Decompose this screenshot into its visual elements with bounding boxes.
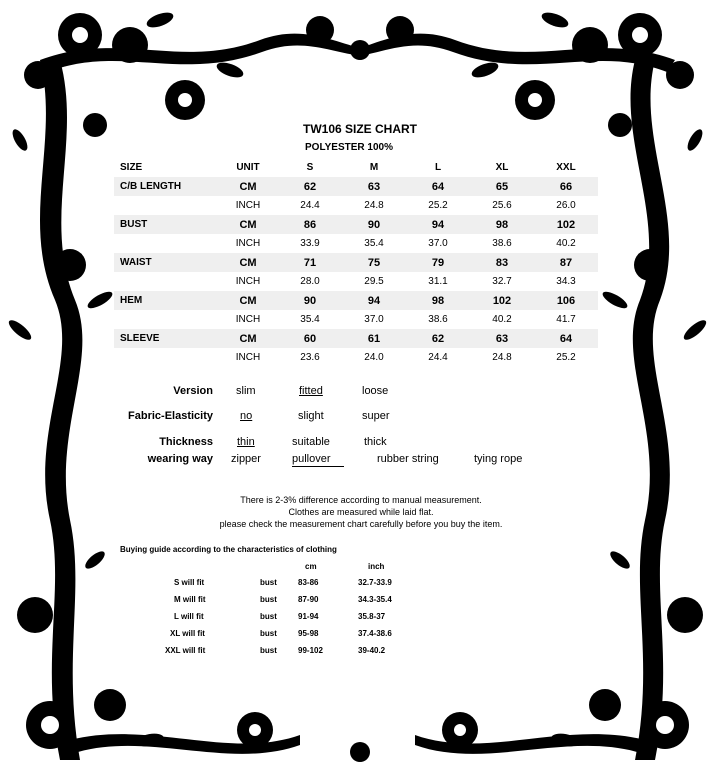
buying-guide-part: bust — [260, 646, 277, 655]
value-cell: 24.0 — [364, 352, 384, 363]
size-row — [114, 291, 598, 310]
measurement-label — [114, 272, 218, 291]
thickness-choice-thin: thin — [237, 436, 255, 448]
unit-cell: INCH — [235, 238, 261, 249]
value-cell: 25.2 — [556, 352, 576, 363]
value-cell: 94 — [342, 291, 406, 310]
thickness-choice-thick: thick — [364, 436, 387, 448]
size-row — [114, 196, 598, 215]
buying-guide-cm: 87-90 — [298, 595, 319, 604]
measurement-label — [114, 234, 218, 253]
buying-guide-inch: 35.8-37 — [358, 612, 386, 621]
buying-guide-inch: 34.3-35.4 — [358, 595, 392, 604]
size-row — [114, 177, 598, 196]
unit-cell: CM — [218, 329, 278, 348]
version-choice-slim: slim — [236, 385, 256, 397]
size-row — [114, 253, 598, 272]
value-cell: 90 — [278, 291, 342, 310]
unit-cell: CM — [218, 215, 278, 234]
measurement-label — [114, 348, 218, 367]
elasticity-choice-super: super — [362, 410, 390, 422]
value-cell: 37.0 — [428, 238, 448, 249]
value-cell: 87 — [534, 253, 598, 272]
value-cell: 66 — [534, 177, 598, 196]
wearing-choice-pullover: pullover — [292, 453, 344, 467]
value-cell: 65 — [470, 177, 534, 196]
elasticity-choice-slight: slight — [298, 410, 324, 422]
value-cell: 86 — [278, 215, 342, 234]
header-cell: XL — [495, 162, 509, 173]
header-cell: SIZE — [120, 162, 143, 173]
value-cell: 24.4 — [428, 352, 448, 363]
buying-guide-col-cm: cm — [305, 562, 317, 571]
wearing-choice-zipper: zipper — [231, 453, 261, 465]
note-laid-flat: Clothes are measured while laid flat. — [288, 507, 434, 517]
value-cell: 28.0 — [300, 276, 320, 287]
value-cell: 63 — [470, 329, 534, 348]
size-row — [114, 329, 598, 348]
value-cell: 83 — [470, 253, 534, 272]
value-cell: 94 — [406, 215, 470, 234]
value-cell: 98 — [470, 215, 534, 234]
size-row — [114, 215, 598, 234]
value-cell: 102 — [470, 291, 534, 310]
unit-cell: INCH — [235, 314, 261, 325]
value-cell: 29.5 — [364, 276, 384, 287]
value-cell: 38.6 — [428, 314, 448, 325]
size-table — [114, 158, 598, 367]
buying-guide-fit: L will fit — [174, 612, 204, 621]
value-cell: 41.7 — [556, 314, 576, 325]
size-table-header — [114, 158, 598, 177]
value-cell: 26.0 — [556, 200, 576, 211]
buying-guide-cm: 83-86 — [298, 578, 319, 587]
measurement-label: SLEEVE — [114, 329, 218, 348]
size-row — [114, 348, 598, 367]
value-cell: 62 — [406, 329, 470, 348]
value-cell: 75 — [342, 253, 406, 272]
thickness-choice-suitable: suitable — [292, 436, 330, 448]
size-row — [114, 234, 598, 253]
value-cell: 24.8 — [492, 352, 512, 363]
header-cell: M — [369, 162, 379, 173]
measurement-label: WAIST — [114, 253, 218, 272]
measurement-label — [114, 196, 218, 215]
value-cell: 98 — [406, 291, 470, 310]
value-cell: 24.4 — [300, 200, 320, 211]
value-cell: 64 — [534, 329, 598, 348]
value-cell: 33.9 — [300, 238, 320, 249]
value-cell: 40.2 — [556, 238, 576, 249]
value-cell: 25.6 — [492, 200, 512, 211]
header-cell: S — [306, 162, 314, 173]
wearing-way-label: wearing way — [147, 453, 213, 465]
unit-cell: CM — [218, 177, 278, 196]
buying-guide-fit: XXL will fit — [165, 646, 206, 655]
measurement-label: BUST — [114, 215, 218, 234]
value-cell: 40.2 — [492, 314, 512, 325]
buying-guide-title: Buying guide according to the characteristics of clothing — [120, 545, 337, 554]
note-difference: There is 2-3% difference according to manual measurement. — [240, 495, 482, 505]
value-cell: 63 — [342, 177, 406, 196]
value-cell: 23.6 — [300, 352, 320, 363]
value-cell: 79 — [406, 253, 470, 272]
value-cell: 90 — [342, 215, 406, 234]
value-cell: 71 — [278, 253, 342, 272]
elasticity-choice-no: no — [240, 410, 253, 422]
size-row — [114, 272, 598, 291]
buying-guide-fit: S will fit — [174, 578, 205, 587]
value-cell: 62 — [278, 177, 342, 196]
value-cell: 64 — [406, 177, 470, 196]
value-cell: 60 — [278, 329, 342, 348]
header-cell: UNIT — [236, 162, 260, 173]
version-label: Version — [173, 385, 213, 397]
buying-guide-part: bust — [260, 595, 277, 604]
value-cell: 35.4 — [300, 314, 320, 325]
wearing-choice-rubber-string: rubber string — [377, 453, 439, 465]
unit-cell: INCH — [235, 276, 261, 287]
wearing-choice-tying-rope: tying rope — [474, 453, 523, 465]
elasticity-label: Fabric-Elasticity — [128, 410, 213, 422]
buying-guide-col-inch: inch — [368, 562, 385, 571]
buying-guide-inch: 39-40.2 — [358, 646, 386, 655]
header-cell: XXL — [556, 162, 576, 173]
measurement-label — [114, 310, 218, 329]
value-cell: 24.8 — [364, 200, 384, 211]
value-cell: 31.1 — [428, 276, 448, 287]
value-cell: 25.2 — [428, 200, 448, 211]
measurement-label: HEM — [114, 291, 218, 310]
unit-cell: CM — [218, 291, 278, 310]
buying-guide-inch: 32.7-33.9 — [358, 578, 392, 587]
buying-guide-fit: XL will fit — [170, 629, 205, 638]
unit-cell: INCH — [235, 352, 261, 363]
size-row — [114, 310, 598, 329]
value-cell: 35.4 — [364, 238, 384, 249]
version-choice-fitted: fitted — [299, 385, 323, 397]
thickness-label: Thickness — [159, 436, 213, 448]
buying-guide-cm: 91-94 — [298, 612, 319, 621]
unit-cell: INCH — [235, 200, 261, 211]
value-cell: 106 — [534, 291, 598, 310]
buying-guide-cm: 99-102 — [298, 646, 323, 655]
unit-cell: CM — [218, 253, 278, 272]
value-cell: 34.3 — [556, 276, 576, 287]
value-cell: 32.7 — [492, 276, 512, 287]
chart-title: TW106 SIZE CHART — [303, 122, 418, 136]
buying-guide-inch: 37.4-38.6 — [358, 629, 392, 638]
buying-guide-cm: 95-98 — [298, 629, 319, 638]
value-cell: 37.0 — [364, 314, 384, 325]
measurement-label: C/B LENGTH — [114, 177, 218, 196]
value-cell: 102 — [534, 215, 598, 234]
material-label: POLYESTER 100% — [305, 142, 394, 153]
value-cell: 38.6 — [492, 238, 512, 249]
buying-guide-part: bust — [260, 578, 277, 587]
header-cell: L — [434, 162, 442, 173]
version-choice-loose: loose — [362, 385, 389, 397]
buying-guide-fit: M will fit — [174, 595, 206, 604]
value-cell: 61 — [342, 329, 406, 348]
buying-guide-part: bust — [260, 629, 277, 638]
note-check-chart: please check the measurement chart carefully before you buy the item. — [219, 519, 503, 529]
buying-guide-part: bust — [260, 612, 277, 621]
